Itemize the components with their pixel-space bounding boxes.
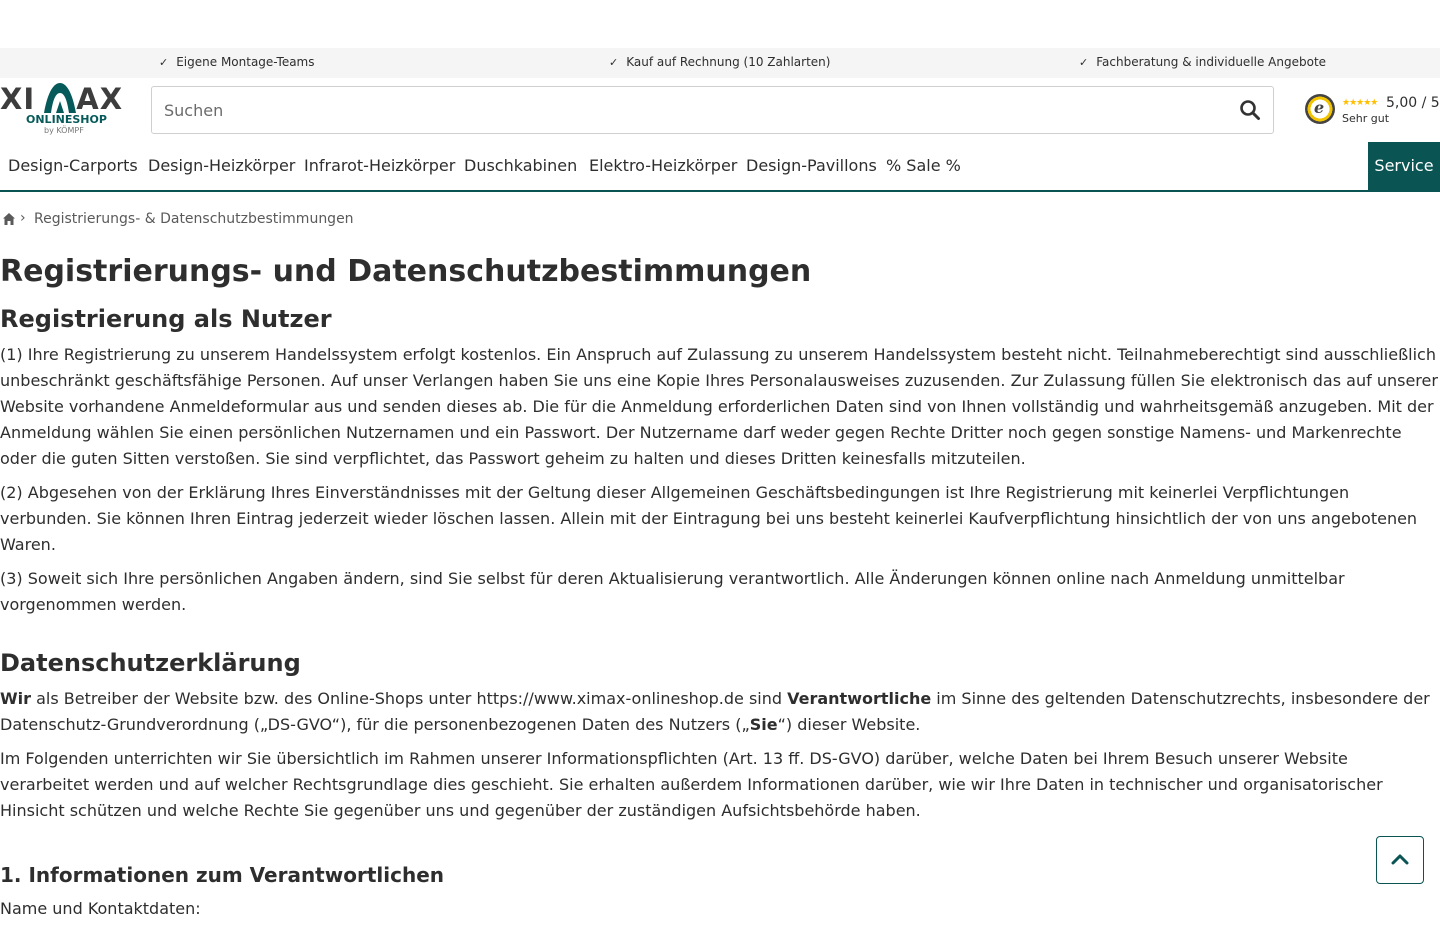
text-part: im Sinne des geltenden Datenschutzrechts, insbesondere der Datenschutz-Grundverordnung („DS-GVO“), für die personenbezogenen Daten des Nutzers („: [0, 689, 1430, 734]
rating-label: Sehr gut: [1342, 112, 1390, 125]
nav-item-elektro-heizkoerper[interactable]: Elektro-Heizkörper: [589, 156, 738, 175]
logo-subline: ONLINESHOP: [26, 113, 107, 126]
bold-sie: Sie: [749, 715, 778, 734]
paragraph-datenschutz-2: Im Folgenden unterrichten wir Sie übersichtlich im Rahmen unserer Informationspflichten (Art. 13 ff. DS-GVO) darüber, welche Daten bei Ihrem Besuch unserer Website verarbeitet werden und auf welcher Rechtsgrundlage dies geschieht. Sie erhalten außerdem Informationen darüber, wie wir Ihre Daten in technischer und organisatorischer Hinsicht schützen und welche Rechte Sie gegenüber uns und gegenüber der zuständigen Aufsichtsbehörde haben.: [0, 749, 1383, 820]
paragraph-datenschutz-1: [0, 686, 1440, 738]
search-button[interactable]: [1237, 98, 1263, 124]
main-navigation: [0, 142, 1440, 192]
nav-item-design-heizkoerper[interactable]: Design-Heizkörper: [148, 156, 296, 175]
bold-verantwortliche: Verantwortliche: [787, 689, 932, 708]
nav-item-infrarot-heizkoerper[interactable]: Infrarot-Heizkörper: [304, 156, 456, 175]
section-heading-verantwortlicher: 1. Informationen zum Verantwortlichen: [0, 863, 444, 887]
trusted-shops-e-icon: e: [1314, 98, 1325, 117]
search-input[interactable]: [164, 87, 1214, 133]
usp-text: Kauf auf Rechnung (10 Zahlarten): [626, 55, 831, 69]
usp-item-rechnung: [609, 55, 830, 69]
check-icon: ✓: [159, 56, 169, 69]
search-icon: [1239, 99, 1261, 121]
header: [0, 80, 1440, 140]
usp-item-montage: [159, 55, 315, 69]
scroll-to-top-button[interactable]: [1376, 836, 1424, 884]
nav-item-duschkabinen[interactable]: Duschkabinen: [464, 156, 578, 175]
page-content: [0, 254, 1440, 930]
check-icon: ✓: [609, 56, 619, 69]
usp-text: Fachberatung & individuelle Angebote: [1096, 55, 1327, 69]
logo-by: by KÖMPF: [44, 126, 84, 135]
bold-wir: Wir: [0, 689, 32, 708]
home-icon: [2, 212, 16, 226]
section-heading-datenschutz: Datenschutzerklärung: [0, 649, 301, 677]
logo-wordmark: XI AX: [0, 82, 124, 116]
chevron-up-icon: [1390, 850, 1410, 870]
check-icon: ✓: [1079, 56, 1089, 69]
paragraph-registrierung-1: (1) Ihre Registrierung zu unserem Handelssystem erfolgt kostenlos. Ein Anspruch auf Zulassung zu unserem Handelssystem besteht nicht. Teilnahmeberechtigt sind ausschließlich unbeschränkt geschäftsfähige Personen. Auf unser Verlangen haben Sie uns eine Kopie Ihres Personalausweises zuzusenden. Zur Zulassung füllen Sie elektronisch das auf unserer Website vorhandene Anmeldeformular aus und senden dieses ab. Die für die Anmeldung erforderlichen Daten sind von Ihnen vollständig und wahrheitsgemäß anzugeben. Mit der Anmeldung wählen Sie einen persönlichen Nutzernamen und ein Passwort. Der Nutzername darf weder gegen Rechte Dritter noch gegen sonstige Namens- und Markenrechte oder die guten Sitten verstoßen. Sie sind verpflichtet, das Passwort geheim zu halten und dieses Dritten keinesfalls mitzuteilen.: [0, 345, 1438, 468]
rating-score: 5,00 / 5: [1386, 95, 1440, 111]
rating-stars-icon: ★★★★★: [1342, 98, 1378, 108]
usp-bar: [0, 48, 1440, 78]
nav-item-design-carports[interactable]: Design-Carports: [8, 156, 138, 175]
paragraph-registrierung-3: (3) Soweit sich Ihre persönlichen Angaben ändern, sind Sie selbst für deren Aktualisierung verantwortlich. Alle Änderungen können online nach Anmeldung unmittelbar vorgenommen werden.: [0, 569, 1345, 614]
text-part: “) dieser Website.: [777, 715, 921, 734]
nav-item-design-pavillons[interactable]: Design-Pavillons: [746, 156, 877, 175]
paragraph-kontaktdaten: Name und Kontaktdaten:: [0, 899, 201, 918]
page-title: Registrierungs- und Datenschutzbestimmungen: [0, 254, 812, 289]
logo-link[interactable]: [0, 80, 136, 138]
section-heading-registrierung: Registrierung als Nutzer: [0, 305, 332, 333]
nav-item-service[interactable]: Service: [1368, 142, 1440, 190]
breadcrumb-current: Registrierungs- & Datenschutzbestimmungen: [34, 211, 354, 227]
trusted-shops-badge[interactable]: [1305, 94, 1440, 126]
usp-item-beratung: [1079, 55, 1326, 69]
text-part: als Betreiber der Website bzw. des Online-Shops unter https://www.ximax-onlineshop.de sind: [31, 689, 788, 708]
paragraph-registrierung-2: (2) Abgesehen von der Erklärung Ihres Einverständnisses mit der Geltung dieser Allgemeinen Geschäftsbedingungen ist Ihre Registrierung mit keinerlei Verpflichtungen verbunden. Sie können Ihren Eintrag jederzeit wieder löschen lassen. Allein mit der Eintragung bei uns besteht keinerlei Kaufverpflichtung hinsichtlich der von uns angebotenen Waren.: [0, 483, 1418, 554]
search-box: [151, 86, 1274, 134]
usp-text: Eigene Montage-Teams: [176, 55, 315, 69]
chevron-right-icon: ›: [20, 210, 26, 226]
nav-item-sale[interactable]: % Sale %: [886, 156, 961, 175]
